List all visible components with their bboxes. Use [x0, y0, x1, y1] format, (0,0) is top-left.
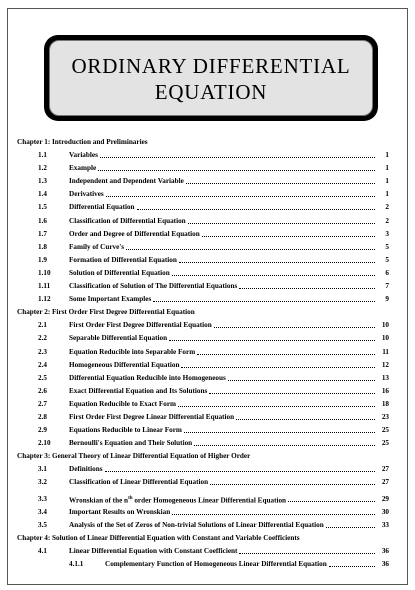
dot-leader — [214, 319, 375, 328]
page-number: 18 — [381, 399, 389, 408]
toc-entry[interactable] — [17, 241, 389, 254]
dot-leader — [194, 437, 375, 446]
toc-entry[interactable] — [17, 149, 389, 162]
dot-leader — [169, 332, 375, 341]
page-number: 25 — [381, 426, 389, 435]
section-title — [69, 280, 377, 293]
section-number: 3.3 — [38, 494, 47, 503]
toc-entry[interactable] — [17, 346, 389, 359]
dot-leader — [126, 241, 375, 250]
section-title — [69, 267, 377, 280]
section-title — [69, 424, 377, 437]
section-title-text: Classification of Linear Differential Equation — [69, 478, 209, 487]
section-title-text: Example — [69, 164, 97, 173]
toc-entry[interactable] — [17, 228, 389, 241]
toc-entry[interactable] — [17, 411, 389, 424]
dot-leader — [197, 346, 375, 355]
dot-leader — [178, 398, 375, 407]
section-title-text: Analysis of the Set of Zeros of Non-trivial Solutions of Linear Differential Equation — [69, 520, 324, 529]
dot-leader — [137, 201, 375, 210]
page-number: 11 — [382, 347, 389, 356]
section-title-text: Classification of Differential Equation — [69, 216, 186, 225]
dot-leader — [210, 476, 375, 485]
page-number: 36 — [381, 559, 389, 568]
page-number: 9 — [385, 295, 389, 304]
chapter-heading: Chapter 2: First Order First Degree Differential Equation — [17, 308, 195, 317]
toc-entry[interactable] — [17, 490, 389, 506]
section-title-text: Linear Differential Equation with Constant Coefficient — [69, 546, 238, 555]
section-number: 1.11 — [38, 282, 51, 291]
page-number: 1 — [385, 177, 389, 186]
section-title — [69, 346, 377, 359]
section-title-text: Exact Differential Equation and Its Solutions — [69, 386, 208, 395]
section-number: 2.7 — [38, 399, 47, 408]
section-title-text: Derivatives — [69, 190, 104, 199]
page-number: 5 — [385, 255, 389, 264]
section-title-text: Important Results on Wronskian — [69, 507, 171, 516]
section-title — [69, 215, 377, 228]
section-number: 3.2 — [38, 478, 47, 487]
section-title-text: Formation of Differential Equation — [69, 255, 177, 264]
section-title — [69, 385, 377, 398]
page-number: 23 — [381, 412, 389, 421]
toc-entry[interactable] — [17, 175, 389, 188]
dot-leader — [98, 162, 375, 171]
section-title — [69, 506, 377, 519]
page-number: 36 — [381, 546, 389, 555]
section-title — [69, 463, 377, 476]
section-number: 3.4 — [38, 507, 47, 516]
toc-entry[interactable] — [17, 372, 389, 385]
dot-leader — [329, 558, 375, 567]
dot-leader — [326, 519, 375, 528]
section-title — [69, 293, 377, 306]
section-title-text: Definitions — [69, 465, 103, 474]
section-number: 1.6 — [38, 216, 47, 225]
dot-leader — [106, 188, 375, 197]
section-number: 2.4 — [38, 360, 47, 369]
toc-entry[interactable] — [17, 506, 389, 519]
toc-entry[interactable] — [17, 162, 389, 175]
toc-entry[interactable] — [17, 293, 389, 306]
section-title — [69, 411, 377, 424]
toc-entry[interactable] — [17, 267, 389, 280]
toc-entry[interactable] — [17, 558, 389, 571]
toc-entry[interactable] — [17, 280, 389, 293]
dot-leader — [153, 293, 375, 302]
section-number: 3.1 — [38, 465, 47, 474]
toc-entry[interactable] — [17, 476, 389, 489]
dot-leader — [172, 267, 375, 276]
dot-leader — [239, 545, 375, 554]
section-number: 1.5 — [38, 203, 47, 212]
page-number: 6 — [385, 268, 389, 277]
section-number: 1.7 — [38, 229, 47, 238]
toc-entry[interactable] — [17, 463, 389, 476]
dot-leader — [186, 175, 375, 184]
section-title-text: Variables — [69, 151, 98, 160]
toc-entry[interactable] — [17, 545, 389, 558]
toc-entry[interactable] — [17, 424, 389, 437]
section-title-text: Differential Equation Reducible into Homogeneous — [69, 373, 226, 382]
section-title-rest: order Homogeneous Linear Differential Equation — [132, 495, 287, 504]
section-title-text: Equations Reducible to Linear Form — [69, 426, 182, 435]
page-number: 29 — [381, 494, 389, 503]
page-number: 3 — [385, 229, 389, 238]
section-number: 2.10 — [38, 439, 51, 448]
section-number: 4.1.1 — [69, 559, 84, 568]
section-title-text: Wronskian of the n — [69, 495, 129, 504]
section-title-text: Bernoulli's Equation and Their Solution — [69, 439, 193, 448]
chapter-heading: Chapter 4: Solution of Linear Differential Equation with Constant and Variable Coefficients — [17, 533, 300, 542]
section-title — [69, 254, 377, 267]
toc-entry[interactable] — [17, 437, 389, 450]
section-number: 2.2 — [38, 334, 47, 343]
page-number: 13 — [381, 373, 389, 382]
section-title — [69, 519, 377, 532]
page-number: 10 — [381, 321, 389, 330]
section-title — [105, 558, 377, 571]
section-title — [69, 545, 377, 558]
page-number: 27 — [381, 478, 389, 487]
section-title-text: Complementary Function of Homogeneous Linear Differential Equation — [105, 559, 327, 568]
section-number: 1.12 — [38, 295, 51, 304]
section-number: 2.8 — [38, 412, 47, 421]
page-number: 10 — [381, 334, 389, 343]
section-number: 1.9 — [38, 255, 47, 264]
page-number: 2 — [385, 203, 389, 212]
dot-leader — [100, 149, 375, 158]
toc-entry[interactable] — [17, 188, 389, 201]
section-title-text: Separable Differential Equation — [69, 334, 168, 343]
section-title — [69, 398, 377, 411]
page-number: 33 — [381, 520, 389, 529]
section-number: 1.8 — [38, 242, 47, 251]
section-title-text: Some Important Examples — [69, 295, 152, 304]
toc-entry[interactable] — [17, 319, 389, 332]
section-title-text: Family of Curve's — [69, 242, 125, 251]
section-title — [69, 149, 377, 162]
section-number: 1.10 — [38, 268, 51, 277]
superscript: th — [128, 495, 133, 501]
dot-leader — [188, 215, 375, 224]
section-title-text: First Order First Degree Differential Equation — [69, 321, 212, 330]
section-title — [69, 175, 377, 188]
section-title — [69, 201, 377, 214]
section-title-text: Classification of Solution of The Differential Equations — [69, 282, 238, 291]
dot-leader — [184, 424, 375, 433]
section-number: 2.6 — [38, 386, 47, 395]
section-title — [69, 228, 377, 241]
section-number: 1.3 — [38, 177, 47, 186]
page-number: 12 — [381, 360, 389, 369]
dot-leader — [288, 490, 375, 502]
section-title — [69, 162, 377, 175]
dot-leader — [179, 254, 375, 263]
toc-entry[interactable] — [17, 332, 389, 345]
section-number: 1.2 — [38, 164, 47, 173]
dot-leader — [236, 411, 375, 420]
toc-entry[interactable] — [17, 359, 389, 372]
section-title-text: Differential Equation — [69, 203, 135, 212]
section-number: 2.5 — [38, 373, 47, 382]
page-number: 1 — [385, 190, 389, 199]
page-number: 7 — [385, 282, 389, 291]
section-title-text: Order and Degree of Differential Equation — [69, 229, 200, 238]
toc-entry[interactable] — [17, 254, 389, 267]
chapter-heading: Chapter 1: Introduction and Preliminaries — [17, 138, 148, 146]
page-number: 25 — [381, 439, 389, 448]
section-number: 1.4 — [38, 190, 47, 199]
dot-leader — [209, 385, 375, 394]
section-title — [69, 476, 377, 489]
section-number: 2.1 — [38, 321, 47, 330]
dot-leader — [228, 372, 375, 381]
dot-leader — [202, 228, 375, 237]
page-number: 27 — [381, 465, 389, 474]
title-banner — [49, 40, 373, 116]
section-title-text: Equation Reducible to Exact Form — [69, 399, 177, 408]
section-title — [69, 241, 377, 254]
page-number: 1 — [385, 151, 389, 160]
section-title-text: First Order First Degree Linear Differential Equation — [69, 412, 235, 421]
section-title — [69, 372, 377, 385]
table-of-contents — [17, 136, 389, 571]
toc-entry[interactable] — [17, 385, 389, 398]
section-number: 1.1 — [38, 151, 47, 160]
section-number: 2.3 — [38, 347, 47, 356]
title-line-1: ORDINARY DIFFERENTIAL — [71, 54, 351, 78]
dot-leader — [105, 463, 375, 472]
toc-entry[interactable] — [17, 398, 389, 411]
dot-leader — [239, 280, 375, 289]
title-line-2: EQUATION — [154, 80, 268, 104]
page-number: 2 — [385, 216, 389, 225]
section-title — [69, 332, 377, 345]
section-title-text: Solution of Differential Equation — [69, 268, 170, 277]
page-number: 16 — [381, 386, 389, 395]
dot-leader — [172, 506, 375, 515]
page-number: 5 — [385, 242, 389, 251]
section-number: 4.1 — [38, 546, 47, 555]
section-title-text: Homogeneous Differential Equation — [69, 360, 180, 369]
section-title-text: Equation Reducible into Separable Form — [69, 347, 196, 356]
page-number: 1 — [385, 164, 389, 173]
chapter-heading: Chapter 3: General Theory of Linear Differential Equation of Higher Order — [17, 452, 251, 461]
section-title — [69, 188, 377, 201]
toc-entry[interactable] — [17, 215, 389, 228]
toc-entry[interactable] — [17, 519, 389, 532]
dot-leader — [181, 359, 375, 368]
section-title — [69, 437, 377, 450]
toc-entry[interactable] — [17, 201, 389, 214]
section-title — [69, 319, 377, 332]
section-title — [69, 359, 377, 372]
section-number: 3.5 — [38, 520, 47, 529]
section-number: 2.9 — [38, 426, 47, 435]
section-title-text: Independent and Dependent Variable — [69, 177, 184, 186]
page-number: 30 — [381, 507, 389, 516]
